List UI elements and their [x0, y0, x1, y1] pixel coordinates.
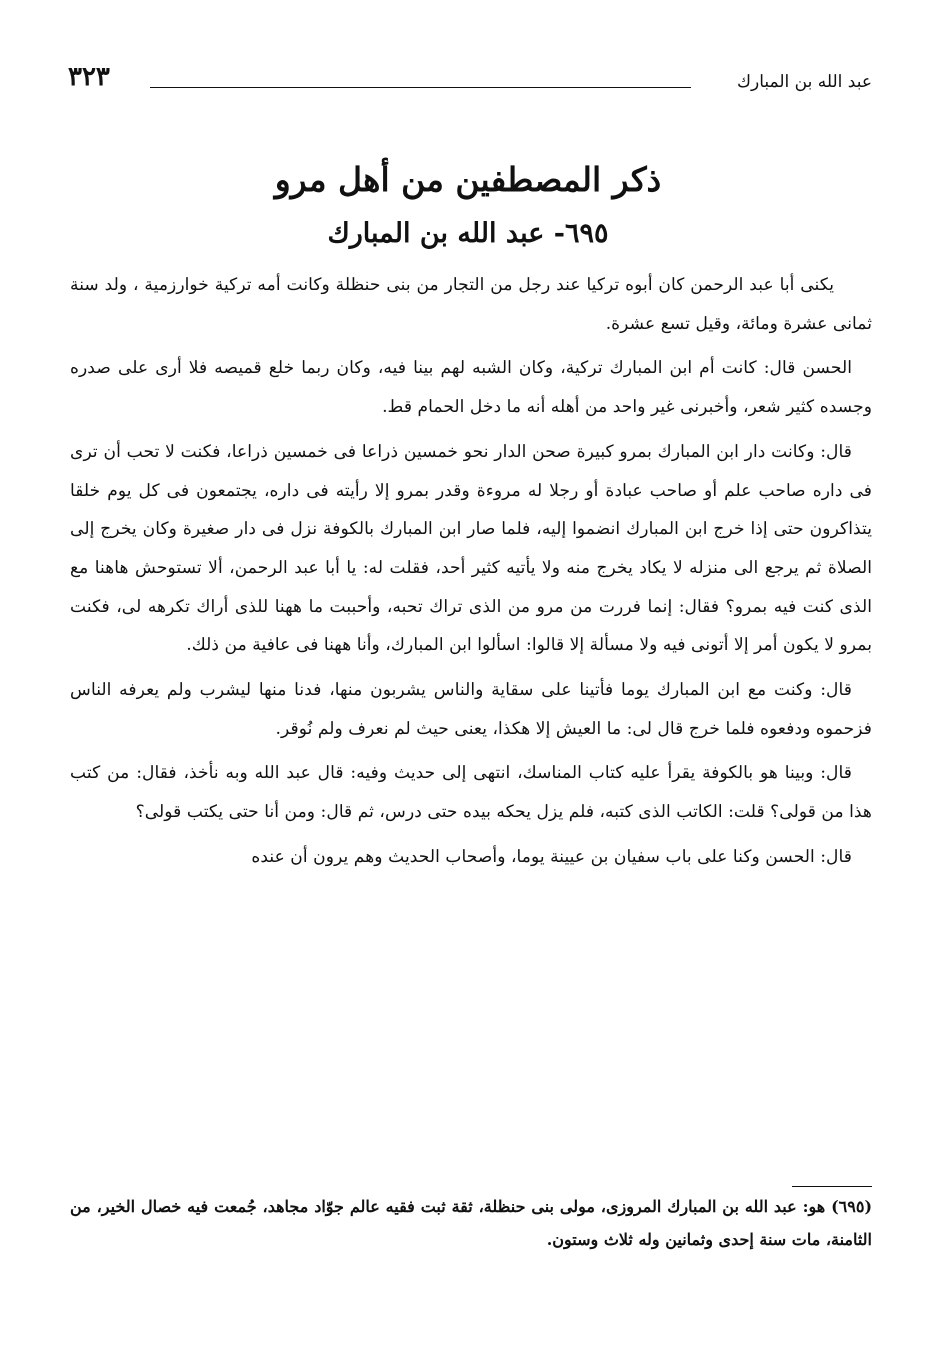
- paragraph: قال: وكنت مع ابن المبارك يوما فأتينا على سقاية والناس يشربون منها، فدنا منها ليشرب ولم يعرفه الناس فزحموه ودفعوه فلما خرج قال لى: ما العيش إلا هكذا، يعنى حيث لم نعرف ولم نُوقر.: [70, 680, 872, 739]
- page-number: ٣٢٣: [68, 62, 110, 92]
- paragraph: قال: وكانت دار ابن المبارك بمرو كبيرة صحن الدار نحو خمسين ذراعا فى خمسين ذراعا، فكنت لا تحب أن ترى فى داره صاحب علم أو صاحب عبادة أو رجلا له مروءة وقدر بمرو إلا رأيته فى داره، يجتمعون فى كل يوم خلقا يتذاكرون حتى إذا خرج ابن المبارك انضموا إليه، فلما صار ابن المبارك بالكوفة نزل فى دار صغيرة وكان يخرج إلى الصلاة ثم يرجع الى منزله لا يكاد يخرج منه ولا يأتيه كثير أحد، فقلت له: يا أبا عبد الرحمن، ألا تستوحش هاهنا مع الذى كنت فيه بمرو؟ فقال: إنما فررت من مرو من الذى تراك تحبه، وأحببت ما ههنا للذى أراك تكرهه لى، فكنت بمرو لا يكون أمر إلا أتونى فيه ولا مسألة إلا قالوا: اسألوا ابن المبارك، وأنا ههنا فى عافية من ذلك.: [70, 441, 872, 656]
- header-rule: [150, 87, 691, 88]
- entry-heading: ٦٩٥- عبد الله بن المبارك: [327, 218, 609, 249]
- body-text: [70, 266, 872, 883]
- footnote: (٦٩٥) هو: عبد الله بن المبارك المروزى، مولى بنى حنظلة، ثقة ثبت فقيه عالم جوّاد مجاهد، جُمعت فيه خصال الخير، من الثامنة، مات سنة إحدى وثمانين وله ثلاث وستون.: [70, 1197, 873, 1249]
- footnote-rule: [792, 1186, 872, 1187]
- paragraph: قال: وبينا هو بالكوفة يقرأ عليه كتاب المناسك، انتهى إلى حديث وفيه: قال عبد الله وبه نأخذ، فقال: من كتب هذا من قولى؟ قلت: الكاتب الذى كتبه، فلم يزل يحكه بيده حتى درس، ثم قال: ومن أنا حتى يكتب قولى؟: [70, 763, 872, 823]
- section-title: ذكر المصطفين من أهل مرو: [274, 160, 662, 199]
- paragraph: يكنى أبا عبد الرحمن كان أبوه تركيا عند رجل من التجار من بنى حنظلة وكانت أمه تركية خوارزمية ، ولد سنة ثمانى عشرة ومائة، وقيل تسع عشرة.: [70, 275, 872, 334]
- running-title: عبد الله بن المبارك: [737, 72, 872, 92]
- paragraph: قال: الحسن وكنا على باب سفيان بن عيينة يوما، وأصحاب الحديث وهم يرون أن عنده: [251, 846, 852, 867]
- paragraph: الحسن قال: كانت أم ابن المبارك تركية، وكان الشبه لهم بينا فيه، وكان ربما خلع قميصه فلا أرى على صدره وجسده كثير شعر، وأخبرنى غير واحد من أهله أنه ما دخل الحمام قط.: [70, 358, 872, 418]
